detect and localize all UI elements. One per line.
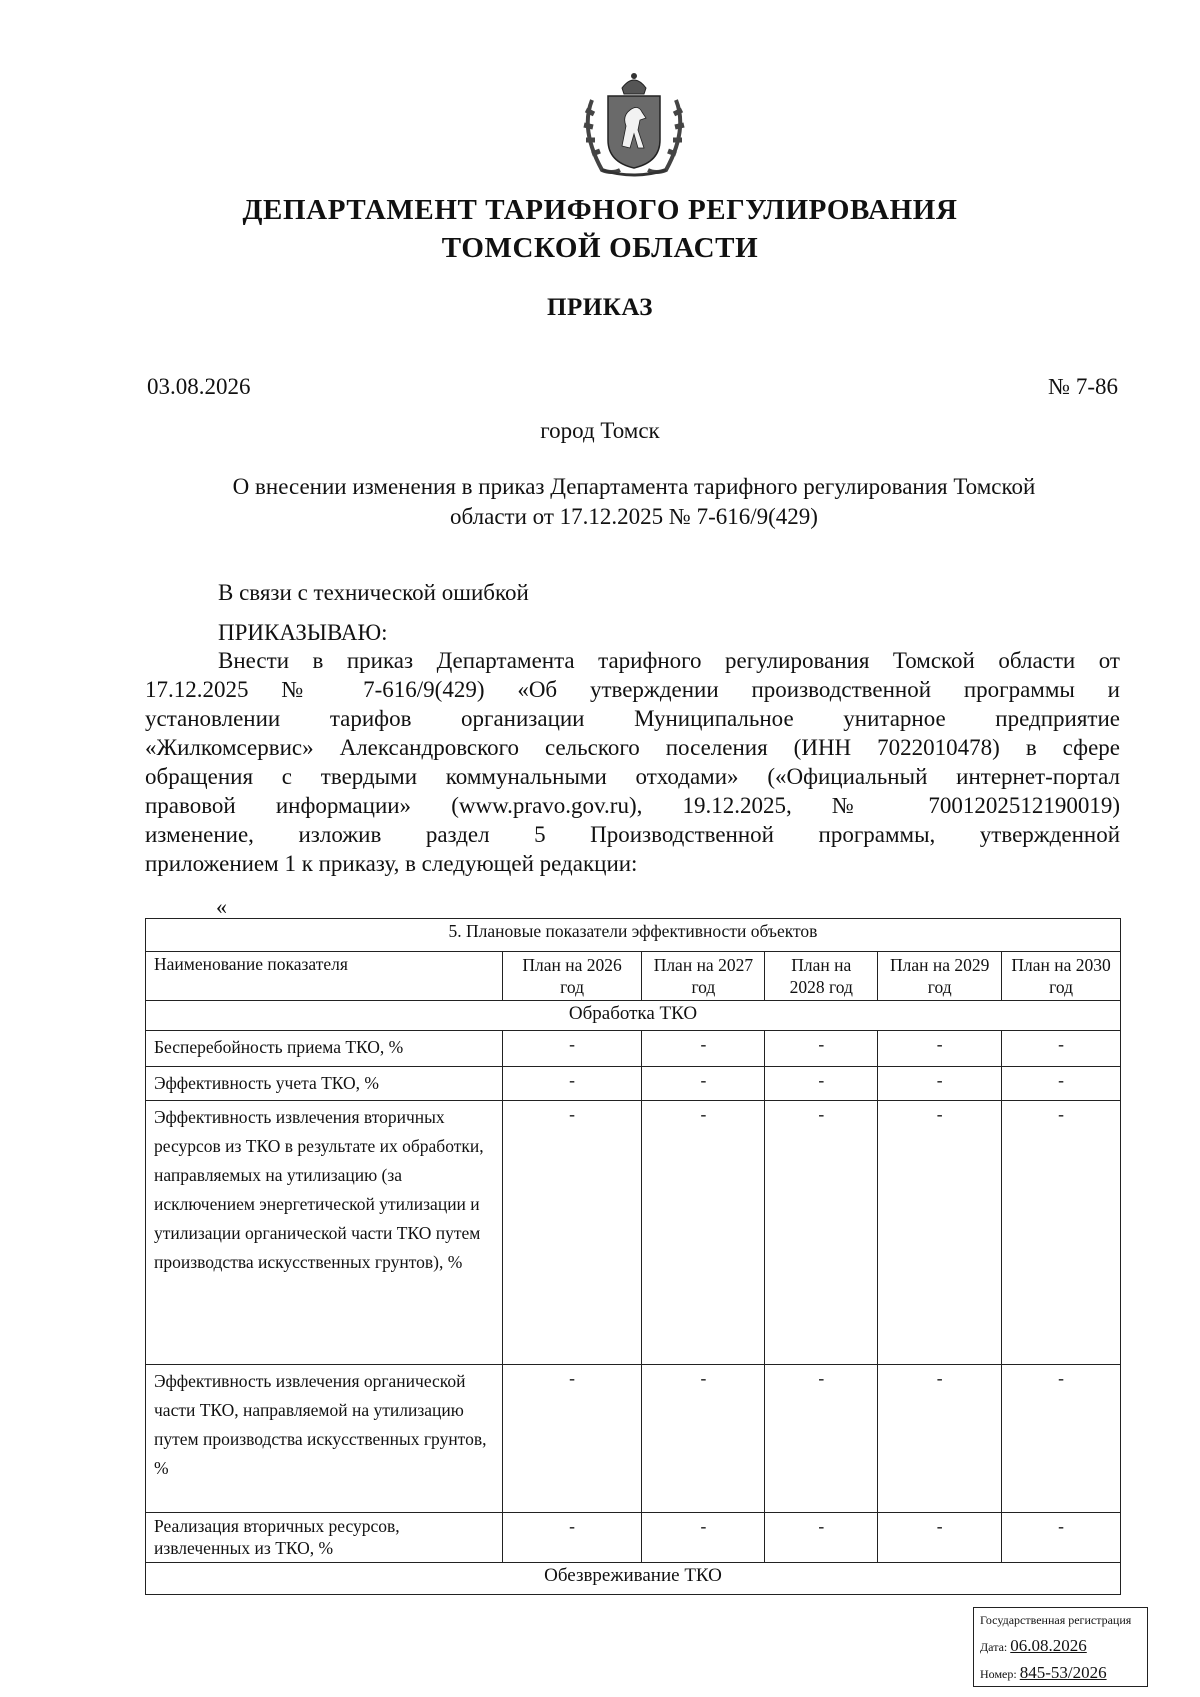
plan-value: - xyxy=(642,1365,765,1513)
indicator-name: Бесперебойность приема ТКО, % xyxy=(146,1031,503,1067)
table-row xyxy=(146,1365,1121,1513)
body-line: правовой информации» (www.pravo.gov.ru), 19.12.2025, № 7001202512190019) xyxy=(145,793,1120,818)
stamp-date-label: Дата: xyxy=(980,1640,1008,1654)
document-type: ПРИКАЗ xyxy=(547,294,653,321)
indicator-name: Реализация вторичных ресурсов, извлеченных из ТКО, % xyxy=(146,1513,503,1563)
table-title: 5. Плановые показатели эффективности объектов xyxy=(146,919,1121,952)
table-row xyxy=(146,1031,1121,1067)
department-title-line1: ДЕПАРТАМЕНТ ТАРИФНОГО РЕГУЛИРОВАНИЯ xyxy=(242,194,958,226)
order-number: № 7-86 xyxy=(1048,374,1118,399)
column-header: План на 2028 год xyxy=(765,952,878,1001)
indicator-name: Эффективность извлечения вторичных ресурсов из ТКО в результате их обработки, направляемых на утилизацию (за исключением энергетической утилизации и утилизации органической части ТКО путем производства искусственных грунтов), % xyxy=(146,1101,503,1365)
body-line: 17.12.2025 № 7-616/9(429) «Об утверждении производственной программы и xyxy=(145,677,1120,702)
performance-indicators-table xyxy=(145,918,1121,1595)
order-body xyxy=(145,646,1120,878)
indicator-name: Эффективность учета ТКО, % xyxy=(146,1067,503,1101)
order-word: ПРИКАЗЫВАЮ: xyxy=(218,620,388,645)
plan-value: - xyxy=(642,1513,765,1563)
department-title-line2: ТОМСКОЙ ОБЛАСТИ xyxy=(441,232,759,264)
plan-value: - xyxy=(765,1513,878,1563)
quote-open-mark: « xyxy=(216,894,227,919)
column-header: План на 2029 год xyxy=(878,952,1002,1001)
subject-line: О внесении изменения в приказ Департамента тарифного регулирования Томской xyxy=(232,474,1036,499)
section-heading: Обезвреживание ТКО xyxy=(146,1563,1121,1595)
plan-value: - xyxy=(502,1067,642,1101)
plan-value: - xyxy=(765,1365,878,1513)
table-row xyxy=(146,1067,1121,1101)
plan-value: - xyxy=(765,1031,878,1067)
section-heading: Обработка ТКО xyxy=(146,1001,1121,1031)
plan-value: - xyxy=(878,1513,1002,1563)
subject-line: области от 17.12.2025 № 7-616/9(429) xyxy=(450,504,818,529)
column-header: Наименование показателя xyxy=(146,952,503,1001)
plan-value: - xyxy=(1002,1101,1121,1365)
order-date: 03.08.2026 xyxy=(147,374,251,399)
plan-value: - xyxy=(878,1101,1002,1365)
stamp-number-value: 845-53/2026 xyxy=(1019,1663,1107,1682)
plan-value: - xyxy=(765,1067,878,1101)
table-row xyxy=(146,1513,1121,1563)
indicator-name: Эффективность извлечения органической части ТКО, направляемой на утилизацию путем производства искусственных грунтов, % xyxy=(146,1365,503,1513)
stamp-number-label: Номер: xyxy=(980,1667,1017,1681)
body-line: обращения с твердыми коммунальными отходами» («Официальный интернет-портал xyxy=(145,764,1120,789)
plan-value: - xyxy=(642,1031,765,1067)
plan-value: - xyxy=(878,1365,1002,1513)
plan-value: - xyxy=(502,1513,642,1563)
column-header: План на 2027 год xyxy=(642,952,765,1001)
plan-value: - xyxy=(502,1031,642,1067)
body-line: установлении тарифов организации Муниципальное унитарное предприятие xyxy=(145,706,1120,731)
column-header: План на 2030 год xyxy=(1002,952,1121,1001)
registration-stamp xyxy=(973,1607,1148,1687)
plan-value: - xyxy=(1002,1031,1121,1067)
table-row xyxy=(146,1101,1121,1365)
plan-value: - xyxy=(642,1101,765,1365)
coat-of-arms-emblem xyxy=(572,70,696,180)
stamp-title: Государственная регистрация xyxy=(980,1613,1132,1627)
plan-value: - xyxy=(878,1031,1002,1067)
body-line: Внести в приказ Департамента тарифного регулирования Томской области от xyxy=(218,648,1120,673)
order-subject xyxy=(150,472,1118,532)
plan-value: - xyxy=(1002,1365,1121,1513)
plan-value: - xyxy=(765,1101,878,1365)
stamp-date-value: 06.08.2026 xyxy=(1010,1636,1087,1655)
plan-value: - xyxy=(502,1101,642,1365)
city: город Томск xyxy=(540,418,660,443)
plan-value: - xyxy=(1002,1067,1121,1101)
body-line: изменение, изложив раздел 5 Производственной программы, утвержденной xyxy=(145,822,1120,847)
column-header: План на 2026 год xyxy=(502,952,642,1001)
reason-text: В связи с технической ошибкой xyxy=(218,580,529,605)
plan-value: - xyxy=(878,1067,1002,1101)
plan-value: - xyxy=(502,1365,642,1513)
body-line: «Жилкомсервис» Александровского сельского поселения (ИНН 7022010478) в сфере xyxy=(145,735,1120,760)
body-line: приложением 1 к приказу, в следующей редакции: xyxy=(145,851,638,876)
plan-value: - xyxy=(642,1067,765,1101)
plan-value: - xyxy=(1002,1513,1121,1563)
